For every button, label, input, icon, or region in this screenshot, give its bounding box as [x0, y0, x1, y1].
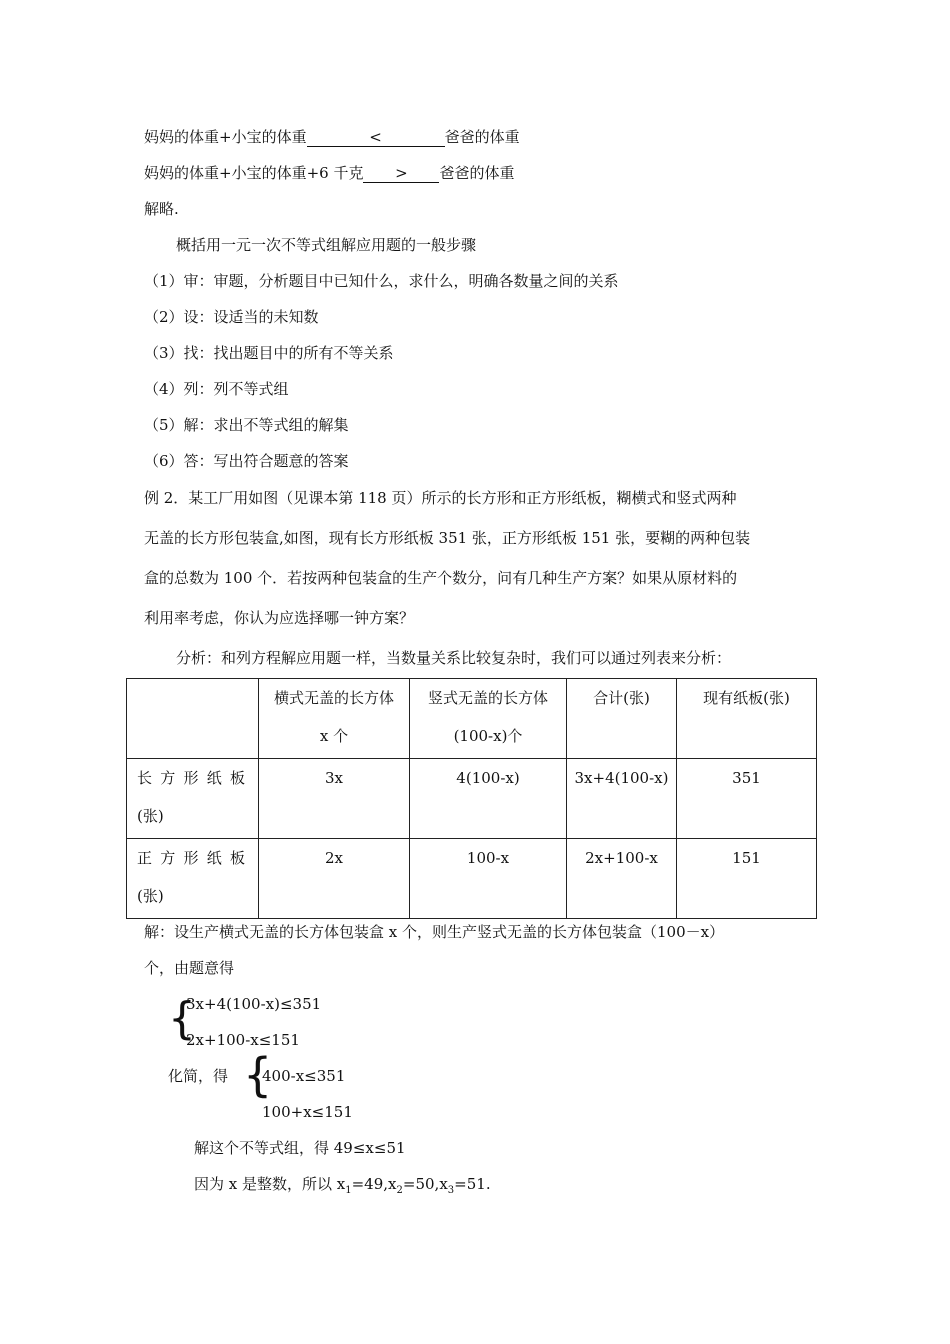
integer-note: 因为 x 是整数，所以 $x_1=49,x_2=50,x_3=51$.: [194, 1175, 491, 1196]
compare-line-1: [144, 127, 520, 147]
table-cell: 2x: [259, 839, 410, 919]
table-cell: 100-x: [410, 839, 567, 919]
left-brace-icon: {: [168, 993, 196, 1044]
inequality: 3x+4(100-x)≤351: [186, 995, 322, 1013]
solution-line: 个，由题意得: [144, 959, 235, 977]
answer-blank: [307, 128, 445, 147]
table-header-cell: [127, 679, 259, 759]
greater-than-symbol: >: [395, 164, 408, 182]
solution-line: 解：设生产横式无盖的长方体包装盒 x 个，则生产竖式无盖的长方体包装盒（100－x）: [144, 923, 725, 941]
example-line: 利用率考虑，你认为应选择哪一钟方案？: [144, 609, 415, 627]
example-line: 盒的总数为 100 个．若按两种包装盒的生产个数分，问有几种生产方案？如果从原材料的: [144, 569, 738, 587]
example-line: 例 2．某工厂用如图（见课本第 118 页）所示的长方形和正方形纸板，糊横式和竖式两种: [144, 489, 737, 507]
compare-left-text: 妈妈的体重+小宝的体重+6 千克: [144, 164, 364, 182]
step-item: （4）列：列不等式组: [144, 380, 289, 398]
table-cell: 3x+4(100-x): [567, 759, 677, 839]
analysis-text: 分析：和列方程解应用题一样，当数量关系比较复杂时，我们可以通过列表来分析：: [176, 649, 732, 667]
compare-right-text: 爸爸的体重: [439, 164, 515, 182]
solution-omitted: 解略.: [144, 200, 179, 218]
table-cell: 151: [677, 839, 817, 919]
table-row-label: 长方形纸板 (张): [127, 759, 259, 839]
compare-right-text: 爸爸的体重: [444, 128, 520, 146]
simplify-label: 化简，得: [168, 1067, 229, 1085]
table-header-cell: 竖式无盖的长方体 (100-x)个: [410, 679, 567, 759]
example-line: 无盖的长方形包装盒,如图，现有长方形纸板 351 张，正方形纸板 151 张，要糊的两种包装: [144, 529, 751, 547]
table-cell: 2x+100-x: [567, 839, 677, 919]
table-header-row: [127, 679, 817, 759]
step-item: （5）解：求出不等式组的解集: [144, 416, 349, 434]
answer-blank: [363, 164, 439, 183]
table-row-label: 正方形纸板 (张): [127, 839, 259, 919]
table-cell: 4(100-x): [410, 759, 567, 839]
table-header-cell: 合计(张): [567, 679, 677, 759]
left-brace-icon: {: [243, 1048, 273, 1102]
table-cell: 3x: [259, 759, 410, 839]
step-item: （6）答：写出符合题意的答案: [144, 452, 349, 470]
analysis-table: [126, 678, 817, 919]
table-header-cell: 横式无盖的长方体 x 个: [259, 679, 410, 759]
inequality: 100+x≤151: [262, 1103, 353, 1121]
summary-title: 概括用一元一次不等式组解应用题的一般步骤: [176, 236, 477, 254]
step-item: （3）找：找出题目中的所有不等关系: [144, 344, 394, 362]
table-row: [127, 839, 817, 919]
step-item: （1）审：审题，分析题目中已知什么，求什么，明确各数量之间的关系: [144, 272, 619, 290]
compare-line-2: [144, 163, 514, 183]
inequality: 2x+100-x≤151: [186, 1031, 300, 1049]
result-line: 解这个不等式组，得 49≤x≤51: [194, 1139, 406, 1157]
compare-left-text: 妈妈的体重+小宝的体重: [144, 128, 307, 146]
table-header-cell: 现有纸板(张): [677, 679, 817, 759]
table-row: [127, 759, 817, 839]
less-than-symbol: <: [369, 128, 382, 146]
step-item: （2）设：设适当的未知数: [144, 308, 319, 326]
inequality: 400-x≤351: [262, 1067, 346, 1085]
table-cell: 351: [677, 759, 817, 839]
